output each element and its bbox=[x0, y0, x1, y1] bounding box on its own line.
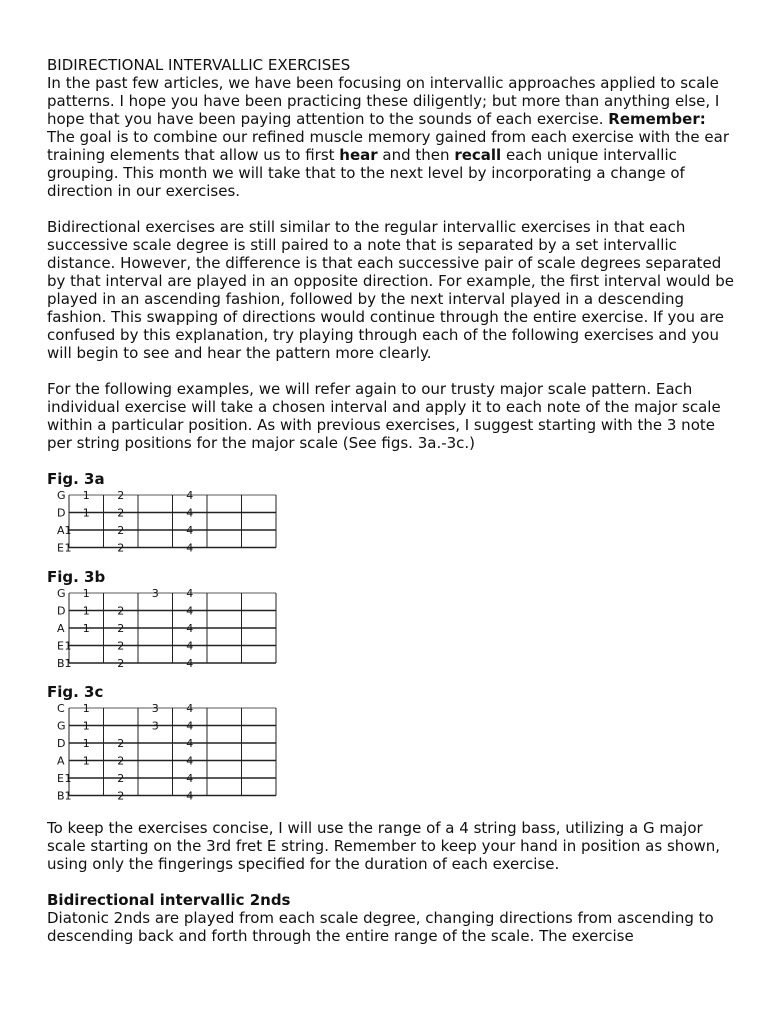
string-label: D bbox=[57, 506, 66, 520]
body-text: each unique intervallic grouping. This month we will take that to the next level by incorporating a change of direction in our exercises. bbox=[47, 146, 685, 200]
finger-number: 2 bbox=[117, 639, 125, 652]
string-label: E bbox=[57, 771, 64, 785]
examples-paragraph: For the following examples, we will refer again to our trusty major scale pattern. Each individual exercise will take a chosen interval and apply it to each note of the major scale within a particular position. As with previous exercises, I suggest starting with the 3 note per string positions for the major scale (See figs. 3a.-3c.) bbox=[47, 380, 721, 452]
finger-number: 2 bbox=[117, 656, 125, 670]
finger-number: 4 bbox=[186, 656, 194, 670]
emphasis-text: recall bbox=[454, 146, 502, 164]
finger-number: 4 bbox=[186, 736, 194, 750]
finger-number: 1 bbox=[82, 604, 90, 617]
finger-number: 3 bbox=[151, 586, 159, 600]
figure-3c bbox=[47, 683, 737, 804]
body-text: and then bbox=[377, 146, 455, 164]
figure-label: Fig. 3b bbox=[47, 567, 106, 586]
finger-number: 1 bbox=[82, 489, 90, 502]
finger-number: 2 bbox=[117, 771, 125, 785]
finger-number: 1 bbox=[64, 771, 72, 785]
finger-number: 2 bbox=[117, 489, 125, 502]
finger-number: 1 bbox=[64, 524, 72, 537]
fretboard-svg bbox=[47, 488, 280, 556]
body-text: In the past few articles, we have been focusing on intervallic approaches applied to scale patterns. I hope you have been practicing these diligently; but more than anything else, I hope that you have been paying attention to the sounds of each exercise. bbox=[47, 74, 720, 128]
string-label: C bbox=[57, 701, 65, 715]
string-label: B bbox=[57, 656, 65, 670]
finger-number: 4 bbox=[186, 524, 194, 537]
string-label: D bbox=[57, 736, 66, 750]
string-label: G bbox=[57, 719, 66, 732]
finger-number: 2 bbox=[117, 621, 125, 635]
string-label: G bbox=[57, 586, 66, 600]
string-label: E bbox=[57, 541, 64, 555]
finger-number: 4 bbox=[186, 586, 194, 600]
finger-number: 1 bbox=[64, 639, 72, 652]
explanation-paragraph: Bidirectional exercises are still similar to the regular intervallic exercises in that each successive scale degree is still paired to a note that is separated by a set intervallic distance. However, the difference is that each successive pair of scale degrees separated by that interval are played in an opposite direction. For example, the first interval would be played in an ascending fashion, followed by the next interval played in a descending fashion. This swapping of directions would continue through the entire exercise. If you are confused by this explanation, try playing through each of the following exercises and you will begin to see and hear the pattern more clearly. bbox=[47, 218, 734, 362]
finger-number: 4 bbox=[186, 541, 194, 555]
finger-number: 1 bbox=[82, 736, 90, 750]
section-paragraph: Diatonic 2nds are played from each scale degree, changing directions from ascending to descending back and forth through the entire range of the scale. The exercise bbox=[47, 909, 714, 945]
figure-3a bbox=[47, 470, 737, 556]
finger-number: 1 bbox=[64, 656, 72, 670]
finger-number: 1 bbox=[64, 789, 72, 802]
finger-number: 4 bbox=[186, 701, 194, 715]
finger-number: 4 bbox=[186, 639, 194, 652]
finger-number: 1 bbox=[82, 754, 90, 767]
finger-number: 3 bbox=[151, 719, 159, 732]
finger-number: 4 bbox=[186, 771, 194, 785]
finger-number: 1 bbox=[82, 719, 90, 732]
string-label: E bbox=[57, 639, 64, 652]
fretboard-svg bbox=[47, 586, 280, 671]
string-label: A bbox=[57, 524, 65, 537]
string-label: A bbox=[57, 621, 65, 635]
fretboard-diagram bbox=[47, 701, 737, 804]
finger-number: 4 bbox=[186, 719, 194, 732]
finger-number: 3 bbox=[151, 701, 159, 715]
finger-number: 1 bbox=[82, 586, 90, 600]
finger-number: 4 bbox=[186, 621, 194, 635]
string-label: B bbox=[57, 789, 65, 802]
body-text: The goal is to combine our refined muscle memory gained from each exercise with the ear training elements that allow us to first bbox=[47, 128, 730, 164]
emphasis-text: hear bbox=[339, 146, 378, 164]
finger-number: 2 bbox=[117, 604, 125, 617]
finger-number: 1 bbox=[82, 506, 90, 520]
finger-number: 2 bbox=[117, 754, 125, 767]
string-label: D bbox=[57, 604, 66, 617]
finger-number: 2 bbox=[117, 541, 125, 555]
finger-number: 2 bbox=[117, 789, 125, 802]
finger-number: 4 bbox=[186, 754, 194, 767]
document-page bbox=[47, 56, 737, 945]
finger-number: 2 bbox=[117, 506, 125, 520]
figure-label: Fig. 3a bbox=[47, 470, 105, 488]
finger-number: 4 bbox=[186, 489, 194, 502]
finger-number: 4 bbox=[186, 604, 194, 617]
finger-number: 2 bbox=[117, 524, 125, 537]
string-label: A bbox=[57, 754, 65, 767]
finger-number: 1 bbox=[82, 701, 90, 715]
document-title: BIDIRECTIONAL INTERVALLIC EXERCISES bbox=[47, 56, 351, 74]
finger-number: 1 bbox=[82, 621, 90, 635]
fretboard-diagram bbox=[47, 488, 737, 556]
finger-number: 4 bbox=[186, 506, 194, 520]
figure-label: Fig. 3c bbox=[47, 682, 104, 701]
intro-paragraph bbox=[47, 74, 737, 200]
finger-number: 2 bbox=[117, 736, 125, 750]
finger-number: 4 bbox=[186, 789, 194, 802]
section-heading: Bidirectional intervallic 2nds bbox=[47, 891, 291, 909]
string-label: G bbox=[57, 489, 66, 502]
fretboard-svg bbox=[47, 701, 280, 804]
range-paragraph: To keep the exercises concise, I will use the range of a 4 string bass, utilizing a G major scale starting on the 3rd fret E string. Remember to keep your hand in position as shown, using only the fingerings specified for the duration of each exercise. bbox=[47, 819, 721, 873]
finger-number: 1 bbox=[64, 541, 72, 555]
emphasis-text: Remember: bbox=[608, 110, 706, 128]
figure-3b bbox=[47, 568, 737, 671]
fretboard-diagram bbox=[47, 586, 737, 671]
